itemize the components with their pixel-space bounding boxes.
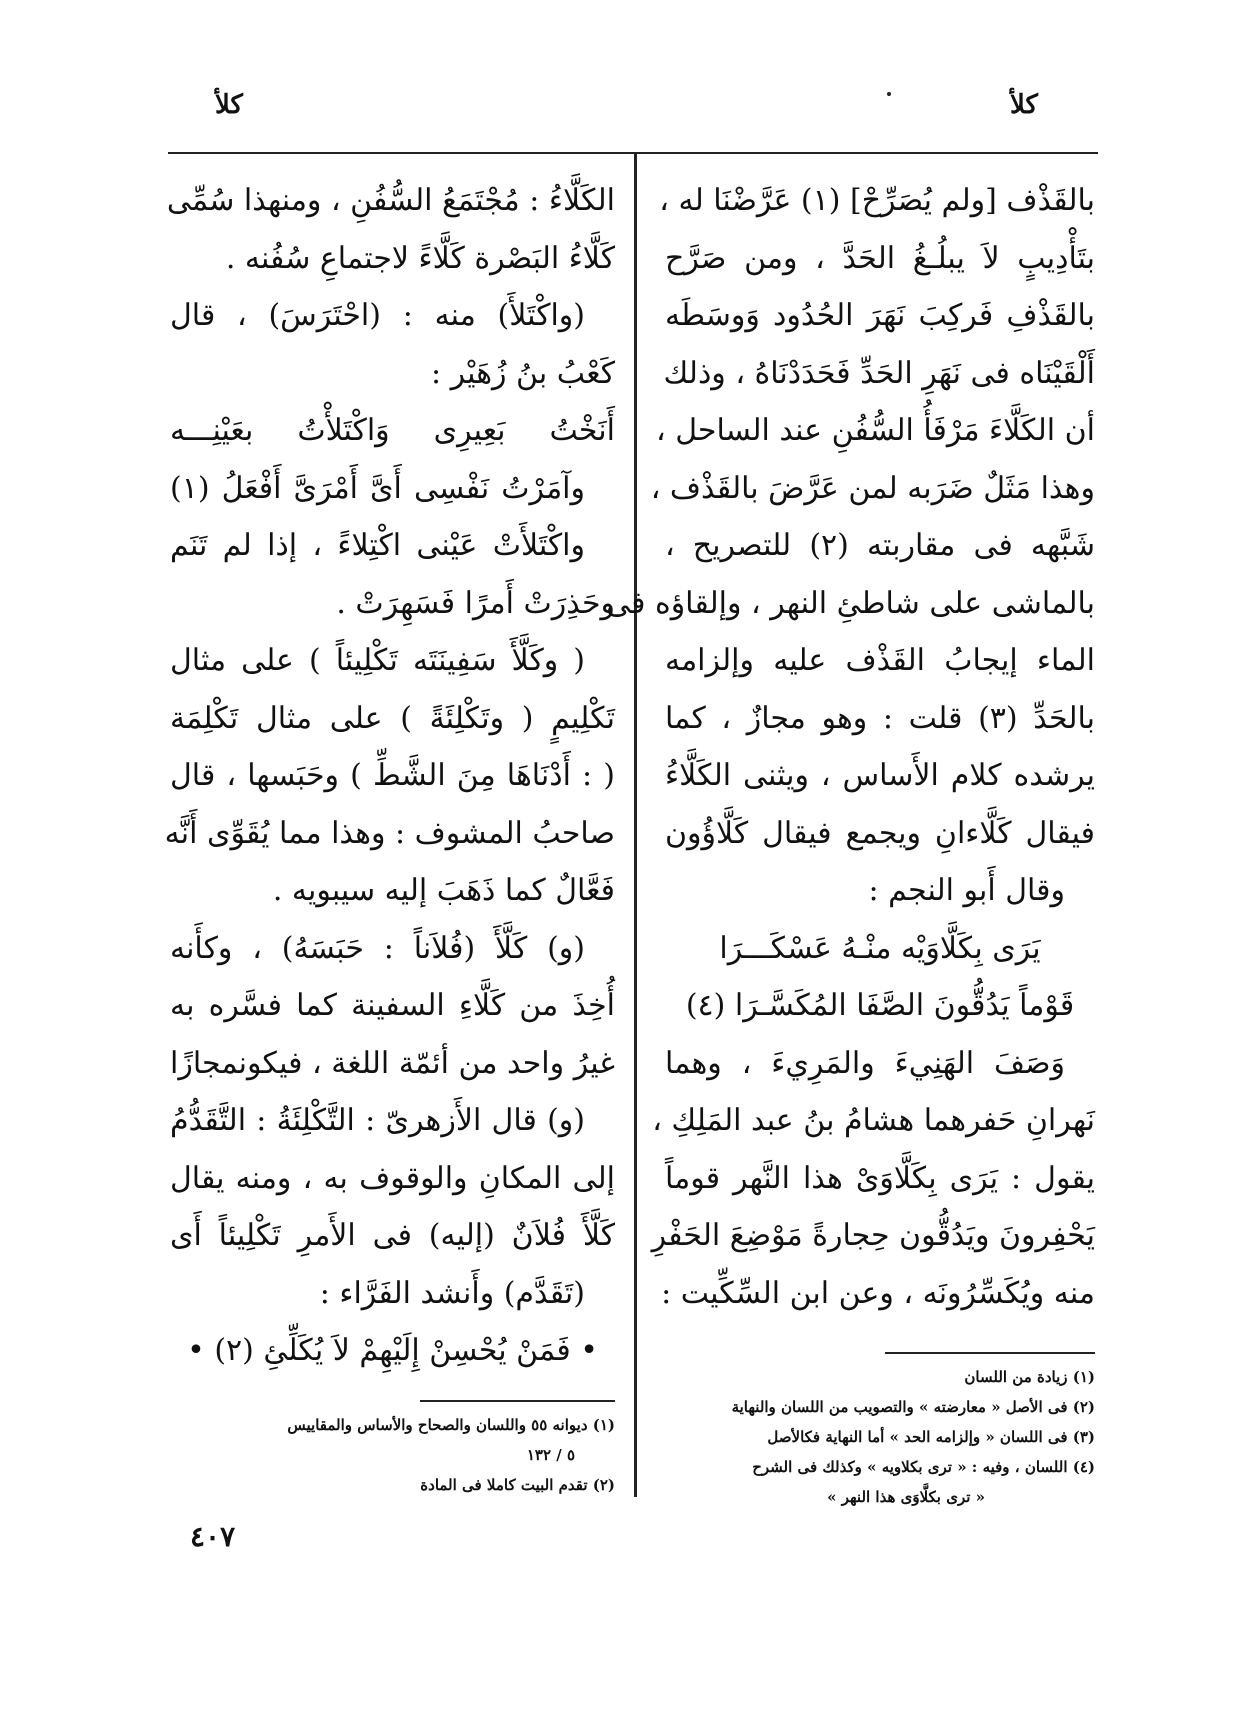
text-line: فَعَّالٌ كما ذَهَبَ إليه سيبويه . bbox=[272, 873, 615, 908]
right-column bbox=[606, 172, 1096, 1322]
text-line: كَلَّاءُ البَصْرة كَلَّاءً لاجتماعِ سُفُنه . bbox=[225, 240, 615, 276]
text-line: تَكْلِيمٍ ( وتَكْلِئَةً ) على مثال تَكْلِمَة bbox=[170, 700, 615, 736]
text-line: نَهرانِ حَفرهما هشامُ بنُ عبد المَلِكِ ، bbox=[652, 1103, 1095, 1138]
footnotes-left bbox=[170, 1410, 615, 1500]
text-line: الكَلَّاءُ : مُجْتَمَعُ السُّفُنِ ، ومنهذا سُمِّى bbox=[166, 183, 615, 218]
text-line: بالماشى على شاطئِ النهر ، وإلقاؤه فى bbox=[606, 585, 1095, 621]
text-line: أُخِذَ من كَلَّاءِ السفينة كما فسَّره به bbox=[170, 988, 615, 1023]
text-line: وهذا مَثَلٌ ضَرَبه لمن عَرَّضَ بالقَذْف ، bbox=[650, 470, 1095, 506]
text-line: ( وكَلَّأَ سَفِينَتَه تَكْلِيئاً ) على مثال bbox=[170, 643, 585, 678]
text-line: بالقَذْفِ فَركِبَ نَهَرَ الحُدُود وَوسَطَه bbox=[665, 298, 1095, 333]
ink-speck bbox=[887, 92, 891, 96]
text-line: صاحبُ المشوف : وهذا مما يُقَوِّى أَنَّه bbox=[164, 815, 615, 851]
footnote: (١) زيادة من اللسان bbox=[964, 1368, 1095, 1386]
footnote-rule-left bbox=[420, 1400, 615, 1402]
text-line: غيرُ واحد من أئمّة اللغة ، فيكونمجازًا bbox=[170, 1045, 615, 1081]
text-line: (و) كَلَّأَ (فُلاَناً : حَبَسَهُ) ، وكأَنه bbox=[170, 930, 585, 966]
text-line: يقول : يَرَى بِكَلَّاوَىْ هذا النَّهر قوماً bbox=[665, 1160, 1095, 1196]
footnote-rule-right bbox=[885, 1352, 1095, 1354]
header-left-word: كلأ bbox=[215, 90, 243, 120]
left-column bbox=[164, 172, 615, 1380]
page-number: ٤٠٧ bbox=[190, 1520, 236, 1553]
text-line: إلى المكانِ والوقوف به ، ومنه يقال bbox=[170, 1160, 615, 1196]
text-line: (تَقَدَّم) وأَنشد الفَرَّاء : bbox=[319, 1275, 585, 1311]
text-line: بتَأْدِيبٍ لاَ يبلُـغُ الحَدَّ ، ومن صَرَّح bbox=[665, 240, 1095, 276]
text-line: فيقال كَلَّاءانِ ويجمع فيقال كَلَّاؤُون bbox=[665, 815, 1095, 851]
text-line: يَحْفِرونَ ويَدُقُّون حِجارةً مَوْضِعَ الحَفْرِ bbox=[651, 1218, 1095, 1253]
text-line: وقال أَبو النجم : bbox=[868, 873, 1065, 908]
text-line: يرشده كلام الأَساس ، ويثنى الكَلَّاءُ bbox=[665, 758, 1095, 793]
text-line: وَصَفَ الهَنِيءَ والمَرِيءَ ، وهما bbox=[665, 1045, 1065, 1081]
footnote: ٥ / ١٣٢ bbox=[526, 1446, 575, 1464]
footnote: (٢) فى الأصل « معارضته » والتصويب من اللسان والنهاية bbox=[731, 1398, 1095, 1416]
text-line: أَلْقَيْنَاه فى نَهَرِ الحَدِّ فَحَدَدْنَاهُ ، وذلك bbox=[663, 355, 1095, 391]
text-line: وحَذِرَتْ أَمرًا فَسَهِرَتْ . bbox=[336, 585, 615, 621]
header-rule bbox=[168, 152, 1098, 154]
verse-line: • فَمَنْ يُحْسِنْ إِلَيْهِمْ لاَ يُكَلِّئِ (٢) • bbox=[187, 1333, 598, 1368]
verse-line: يَرَى بِكَلَّاوَيْه منْـهُ عَسْكَـــرَا bbox=[719, 930, 1041, 966]
text-line: بالقَذْف [ولم يُصَرِّحْ] (١) عَرَّضْنَا له ، bbox=[659, 183, 1095, 218]
verse-line: أَنَخْتُ بَعِيرِى وَاكْتَلأْتُ بعَيْنِـــه bbox=[170, 413, 615, 448]
footnote: (٤) اللسان ، وفيه : « ترى بكلاويه » وكذلك فى الشرح bbox=[752, 1458, 1095, 1476]
text-line: الماء إيجابُ القَذْف عليه وإلزامه bbox=[665, 643, 1095, 678]
footnote: (٣) فى اللسان « وإلزامه الحد » أما النهاية فكالأصل bbox=[767, 1428, 1095, 1446]
text-line: (و) قال الأَزهرىّ : التَّكْلِئَةُ : التَّقَدُّمُ bbox=[170, 1103, 585, 1138]
text-line: كَلَّأَ فُلاَنٌ (إليه) فى الأَمرِ تَكْلِيئاً أَى bbox=[170, 1218, 615, 1253]
text-line: واكْتَلأَتْ عَيْنى اكْتِلاءً ، إذا لم تَنَم bbox=[170, 528, 585, 563]
text-line: أن الكَلَّاءَ مَرْفَأُ السُّفُنِ عند الساحل ، bbox=[655, 413, 1095, 448]
text-line: كَعْبُ بنُ زُهَيْر : bbox=[430, 355, 615, 391]
footnote: (١) ديوانه ٥٥ واللسان والصحاح والأساس والمقاييس bbox=[287, 1416, 615, 1434]
verse-line: قَوْماً يَدُقُّونَ الصَّفَا المُكَسَّـرَا (٤) bbox=[685, 988, 1075, 1023]
footnote: « ترى بكلَّاوَى هذا النهر » bbox=[827, 1488, 985, 1506]
column-divider bbox=[634, 152, 637, 1497]
header-right-word: كلأ bbox=[1010, 90, 1038, 120]
text-line: شَبَّهه فى مقاربته (٢) للتصريح ، bbox=[665, 528, 1096, 563]
text-line: (واكْتَلأَ) منه : (احْتَرَسَ) ، قال bbox=[170, 298, 585, 333]
text-line: منه ويُكَسِّرُونَه ، وعن ابن السِّكِّيت : bbox=[661, 1275, 1095, 1311]
text-line: بالحَدِّ (٣) قلت : وهو مجازٌ ، كما bbox=[665, 700, 1096, 736]
verse-line: وآمَرْتُ نَفْسِى أَىَّ أَمْرَىَّ أَفْعَلُ (١) bbox=[170, 470, 585, 506]
text-line: ( : أَدْنَاهَا مِنَ الشَّطِّ ) وحَبَسها ، قال bbox=[170, 758, 615, 793]
footnote: (٢) تقدم البيت كاملا فى المادة bbox=[420, 1476, 615, 1494]
footnotes-right bbox=[665, 1362, 1095, 1512]
